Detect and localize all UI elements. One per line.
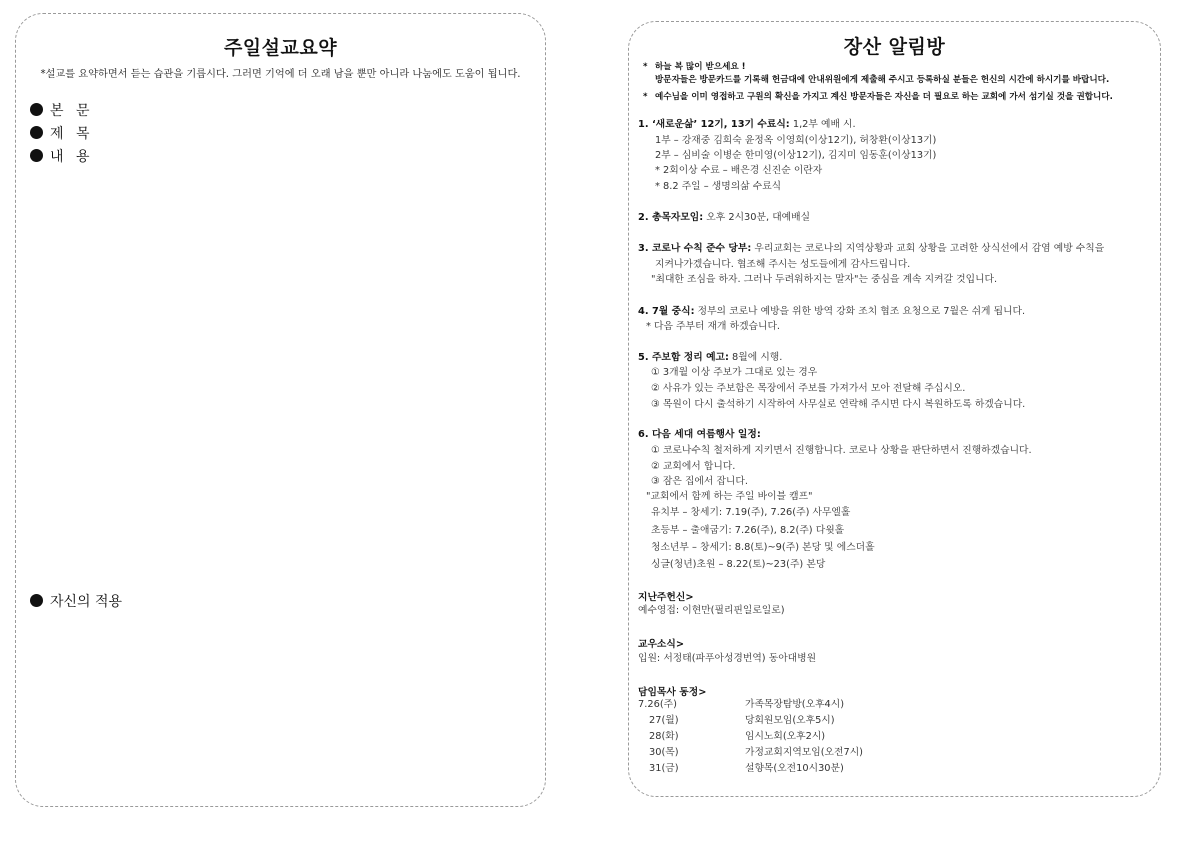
announcement-6-line: ② 교회에서 합니다. [651,461,736,472]
announcement-6: 6. 다음 세대 여름행사 일정: [638,429,761,440]
announcement-4: 4. 7월 중식: 정부의 코로나 예방을 위한 방역 강화 조치 협조 요청으로 7월은 쉬게 됩니다. [638,306,1026,317]
sermon-summary-tip: *설교를 요약하면서 듣는 습관을 기릅시다. 그러면 기억에 더 오래 남을 뿐만 아니라 나눔에도 도움이 됩니다. [40,69,521,80]
announcement-5-line: ③ 목원이 다시 출석하기 시작하여 사무실로 연락해 주시면 다시 복원하도록 하겠습니다. [651,399,1026,410]
pastor-schedule-heading: 담임목사 동정> [638,687,707,698]
notice-greeting: * 하늘 복 많이 받으세요 ! [643,62,746,72]
announcement-1-line: * 8.2 주일 – 생명의삶 수료식 [655,181,782,192]
bullet-application: 자신의 적용 [30,591,122,611]
announcement-3-line: "최대한 조심을 하자. 그러나 두려워하지는 말자"는 중심을 계속 지켜갈 것입니다. [651,274,998,285]
schedule-event: 가정교회지역모임(오전7시) [745,747,863,758]
announcement-1: 1. ‘새로운삶’ 12기, 13기 수료식: 1,2부 예배 시. [638,119,856,130]
schedule-date: 28(화) [649,731,679,742]
schedule-date: 30(목) [649,747,679,758]
notice-visitor-card: 방문자들은 방문카드를 기록해 헌금대에 안내위원에게 제출해 주시고 등록하실 분들은 헌신의 시간에 하시기를 바랍니다. [655,75,1110,85]
announcement-2: 2. 총목자모임: 오후 2시30분, 대예배실 [638,212,811,223]
announcement-1-line: * 2회이상 수료 – 배은경 신진순 이란자 [655,165,823,176]
schedule-event: 당회원모임(오후5시) [745,715,835,726]
offering-heading: 지난주헌신> [638,592,694,603]
announcements-panel [628,21,1161,797]
announcement-3-line: 지켜나가겠습니다. 협조해 주시는 성도들에게 감사드립니다. [655,259,911,270]
bullet-dot-icon [30,149,43,162]
announcement-6-line: 싱글(청년)초원 – 8.22(토)~23(주) 본당 [651,559,826,570]
announcement-6-line: 청소년부 – 창세기: 8.8(토)~9(주) 본당 및 에스더홀 [651,542,875,553]
bullet-content: 내 용 [30,146,94,166]
announcement-6-line: 유치부 – 창세기: 7.19(주), 7.26(주) 사무엘홀 [651,507,851,518]
announcement-3: 3. 코로나 수칙 준수 당부: 우리교회는 코로나의 지역상황과 교회 상황을 고려한 상식선에서 감염 예방 수칙을 [638,243,1105,254]
bullet-dot-icon [30,126,43,139]
schedule-date: 27(월) [649,715,679,726]
notice-visitor-guidance: * 예수님을 이미 영접하고 구원의 확신을 가지고 계신 방문자들은 자신을 더 필요로 하는 교회에 가서 섬기실 것을 권합니다. [643,92,1113,102]
bullet-title: 제 목 [30,123,94,143]
schedule-event: 임시노회(오후2시) [745,731,826,742]
announcement-1-line: 2부 – 심비술 이병순 한미영(이상12기), 김지미 임동훈(이상13기) [655,150,937,161]
announcement-6-line: "교회에서 함께 하는 주일 바이블 캠프" [646,491,813,502]
announcement-4-line: * 다음 주부터 재개 하겠습니다. [646,321,781,332]
announcement-5: 5. 주보함 정리 예고: 8월에 시행. [638,352,783,363]
announcement-5-line: ① 3개월 이상 주보가 그대로 있는 경우 [651,367,818,378]
offering-line: 예수영접: 이현만(필리핀일로일로) [638,605,785,616]
schedule-event: 설향목(오전10시30분) [745,763,844,774]
bullet-dot-icon [30,594,43,607]
announcement-5-line: ② 사유가 있는 주보함은 목장에서 주보를 가져가서 모아 전달해 주십시오. [651,383,966,394]
announcements-title: 장산 알림방 [843,36,946,58]
schedule-date: 7.26(주) [638,699,677,710]
bullet-scripture: 본 문 [30,100,94,120]
bullet-dot-icon [30,103,43,116]
members-heading: 교우소식> [638,639,685,650]
members-line: 입원: 서정태(파푸아성경번역) 동아대병원 [638,653,817,664]
announcement-6-line: 초등부 – 출애굽기: 7.26(주), 8.2(주) 다윗홀 [651,525,845,536]
schedule-date: 31(금) [649,763,679,774]
announcement-6-line: ③ 잠은 집에서 잡니다. [651,476,748,487]
announcement-6-line: ① 코로나수칙 철저하게 지키면서 진행합니다. 코로나 상황을 판단하면서 진행하겠습니다. [651,445,1032,456]
sermon-summary-panel [15,13,546,807]
sermon-summary-title: 주일설교요약 [223,37,338,59]
announcement-1-line: 1부 – 강재중 김희숙 윤정옥 이영희(이상12기), 허창환(이상13기) [655,135,937,146]
schedule-event: 가족목장탐방(오후4시) [745,699,845,710]
